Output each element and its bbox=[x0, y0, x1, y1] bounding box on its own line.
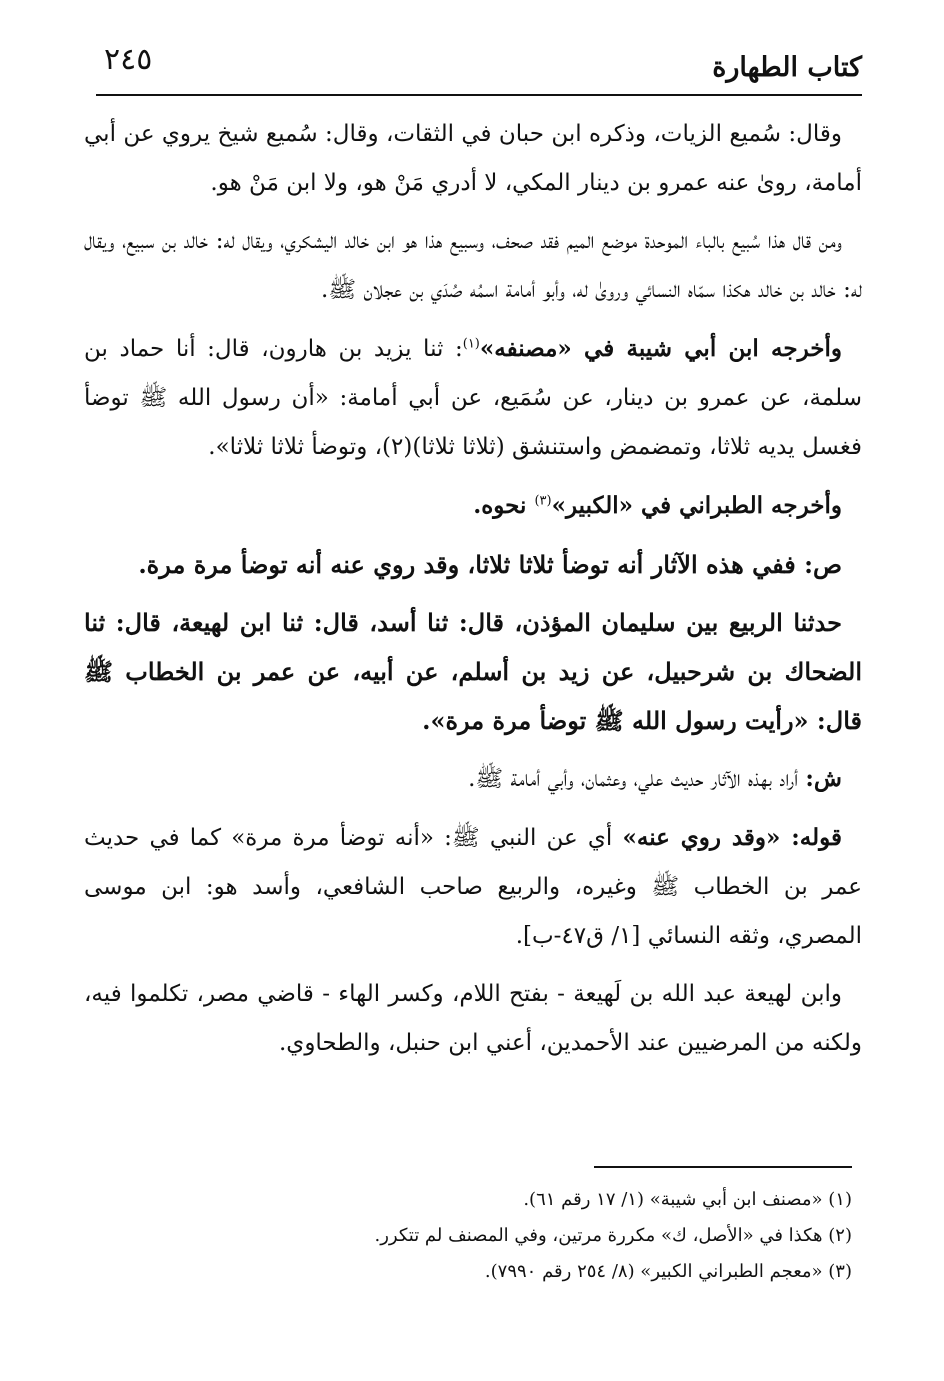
paragraph bbox=[84, 754, 862, 804]
paragraph-lead: ش: bbox=[805, 765, 842, 792]
paragraph-text: وقال: سُميع الزيات، وذكره ابن حبان في الثقات، وقال: سُميع شيخ يروي عن أبي أمامة، روىٰ عنه عمرو بن دينار المكي، لا أدري مَنْ هو، ولا ابن مَنْ هو. bbox=[84, 121, 862, 196]
paragraph-lead: قوله: «وقد روي عنه» bbox=[622, 824, 842, 851]
paragraph-text: وابن لهيعة عبد الله بن لَهيعة - بفتح اللام، وكسر الهاء - قاضي مصر، تكلموا فيه، ولكنه من المرضيين عند الأحمدين، أعني ابن حنبل، والطحاوي. bbox=[84, 981, 862, 1056]
footnote-ref: (٣) bbox=[534, 493, 552, 509]
paragraph bbox=[84, 813, 862, 961]
footnote: (٢) هكذا في «الأصل، ك» مكررة مرتين، وفي المصنف لم تتكرر. bbox=[374, 1225, 852, 1246]
page-header bbox=[96, 38, 862, 96]
paragraph bbox=[84, 217, 862, 315]
running-title: كتاب الطهارة bbox=[712, 52, 862, 83]
paragraph-lead: وأخرجه ابن أبي شيبة في «مصنفه» bbox=[479, 335, 842, 362]
paragraph-text: أي عن النبي ﷺ: «أنه توضأ مرة مرة» كما في حديث عمر بن الخطاب ﷺ وغيره، والربيع صاحب الشافعي، وأسد هو: ابن موسى المصري، وثقه النسائي [١/ ق٤٧-ب]. bbox=[84, 825, 862, 949]
paragraph-text: ومن قال هذا سُبيع بالباء الموحدة موضع الميم فقد صحف، وسبيع هذا هو ابن خالد اليشكري، ويقال له: خالد بن سبيع، ويقال له: خالد بن خالد هكذا سمّاه النسائي وروىٰ له، وأبو أمامة اسمُه صُدَي بن عجلان ﷺ. bbox=[84, 228, 862, 303]
paragraph-text: : ثنا يزيد بن هارون، قال: أنا حماد بن سلمة، عن عمرو بن دينار، عن سُمَيع، عن أبي أمامة: «أن رسول الله ﷺ توضأ فغسل يديه ثلاثا، وتمضمض واستنشق (ثلاثا ثلاثا)(٢)، وتوضأ ثلاثا ثلاثا». bbox=[84, 336, 862, 460]
paragraph bbox=[84, 324, 862, 472]
footnote: (١) «مصنف ابن أبي شيبة» (١/ ١٧ رقم ٦١). bbox=[523, 1189, 852, 1210]
paragraph-text: نحوه. bbox=[473, 492, 535, 519]
paragraph bbox=[84, 540, 862, 589]
paragraph-lead: وأخرجه الطبراني في «الكبير» bbox=[551, 492, 842, 519]
footnote-divider bbox=[594, 1166, 852, 1168]
paragraph bbox=[84, 481, 862, 531]
footnote-ref: (١) bbox=[462, 336, 480, 352]
footnotes bbox=[84, 1182, 852, 1290]
footnote: (٣) «معجم الطبراني الكبير» (٨/ ٢٥٤ رقم ٧٩٩٠). bbox=[484, 1261, 852, 1282]
paragraph-text: أراد بهذه الآثار حديث علي، وعثمان، وأبي أمامة ﷺ. bbox=[468, 766, 806, 792]
paragraph bbox=[84, 110, 862, 208]
paragraph-bold: حدثنا الربيع بين سليمان المؤذن، قال: ثنا أسد، قال: ثنا ابن لهيعة، قال: ثنا الضحاك بن شرحبيل، عن زيد بن أسلم، عن أبيه، عن عمر بن الخطاب ﷺ قال: «رأيت رسول الله ﷺ توضأ مرة مرة». bbox=[84, 608, 862, 735]
paragraph bbox=[84, 970, 862, 1068]
page-number: ٢٤٥ bbox=[104, 42, 153, 77]
paragraph-bold: ص: ففي هذه الآثار أنه توضأ ثلاثا ثلاثا، وقد روي عنه أنه توضأ مرة مرة. bbox=[138, 550, 842, 579]
main-text bbox=[84, 110, 862, 1077]
paragraph bbox=[84, 598, 862, 745]
